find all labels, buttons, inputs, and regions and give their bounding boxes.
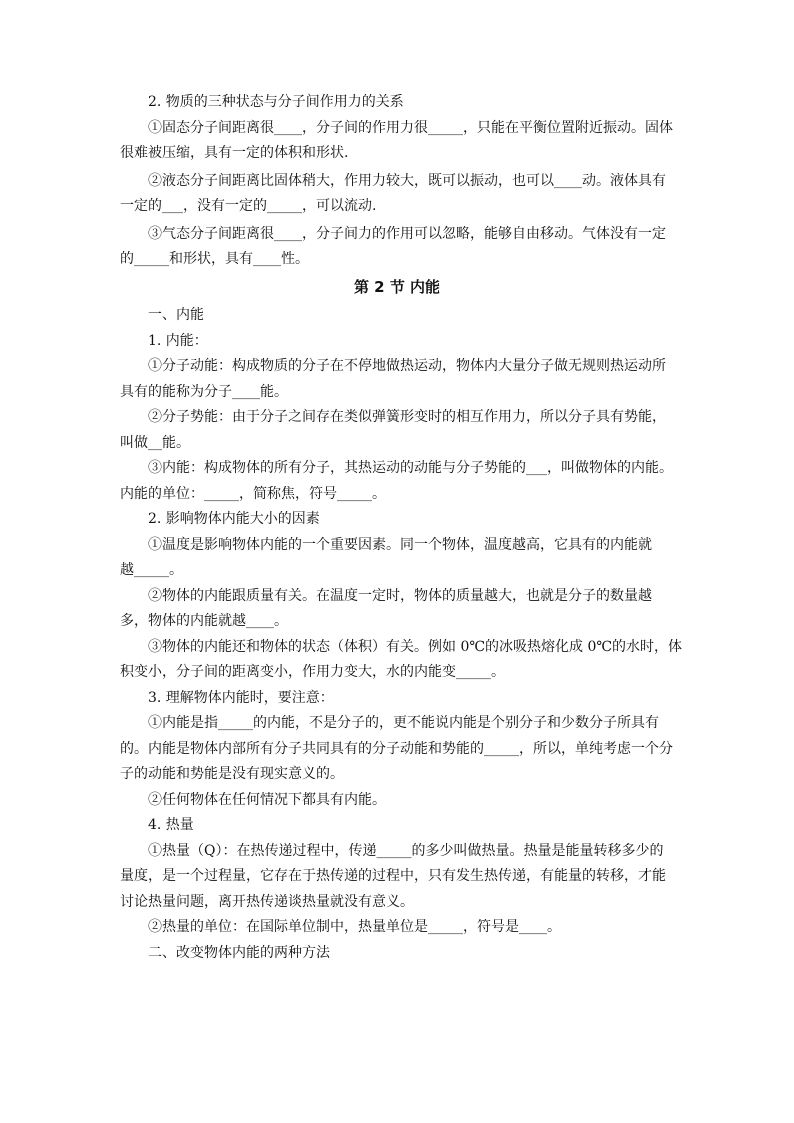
paragraph-solid: ①固态分子间距离很____，分子间的作用力很_____，只能在平衡位置附近振动。固体: [148, 119, 673, 136]
heading-three-states: 2. 物质的三种状态与分子间作用力的关系: [148, 94, 404, 110]
heading-internal-energy: 一、内能: [148, 307, 204, 323]
paragraph-heat-def-cont: 量度，是一个过程量，它存在于热传递的过程中，只有发生热传递，有能量的转移，才能: [120, 868, 666, 884]
heading-definition: 1. 内能：: [148, 332, 208, 349]
paragraph-temperature: ①温度是影响物体内能的一个重要因素。同一个物体，温度越高，它具有的内能就: [148, 536, 652, 553]
paragraph-mass-cont: 多，物体的内能就越____。: [120, 613, 288, 629]
paragraph-internal-energy-def: ③内能：构成物体的所有分子，其热运动的动能与分子势能的___，叫做物体的内能。: [148, 460, 673, 476]
paragraph-liquid: ②液态分子间距离比固体稍大，作用力较大，既可以振动，也可以____动。液体具有: [148, 172, 666, 189]
paragraph-liquid-cont: 一定的___，没有一定的_____，可以流动.: [120, 198, 377, 214]
heading-factors: 2. 影响物体内能大小的因素: [148, 511, 320, 527]
paragraph-molecular-potential: ②分子势能：由于分子之间存在类似弹簧形变时的相互作用力，所以分子具有势能，: [148, 409, 666, 425]
heading-heat: 4. 热量: [148, 817, 194, 833]
paragraph-heat-unit: ②热量的单位：在国际单位制中，热量单位是_____，符号是____。: [148, 919, 561, 935]
paragraph-internal-energy-unit: 内能的单位：_____，简称焦，符号_____。: [120, 485, 386, 502]
paragraph-solid-cont: 很难被压缩，具有一定的体积和形状.: [120, 145, 349, 161]
paragraph-state: ③物体的内能还和物体的状态（体积）有关。例如 0℃的冰吸热熔化成 0℃的水时，体: [148, 638, 683, 655]
paragraph-molecular-potential-cont: 叫做__能。: [120, 434, 190, 451]
paragraph-state-cont: 积变小，分子间的距离变小，作用力变大，水的内能变_____。: [120, 664, 505, 680]
section-title: 第 2 节 内能: [353, 277, 441, 296]
heading-two-methods: 二、改变物体内能的两种方法: [148, 944, 330, 961]
paragraph-temperature-cont: 越_____。: [120, 562, 183, 578]
paragraph-molecular-kinetic: ①分子动能：构成物质的分子在不停地做热运动，物体内大量分子做无规则热运动所: [148, 358, 666, 374]
paragraph-note-1: ①内能是指_____的内能，不是分子的，更不能说内能是个别分子和少数分子所具有: [148, 715, 659, 731]
paragraph-gas: ③气态分子间距离很____，分子间力的作用可以忽略，能够自由移动。气体没有一定: [148, 225, 666, 242]
paragraph-molecular-kinetic-cont: 具有的能称为分子____能。: [120, 383, 288, 400]
heading-notes: 3. 理解物体内能时，要注意：: [148, 689, 334, 706]
paragraph-heat-def: ①热量（Q）：在热传递过程中，传递_____的多少叫做热量。热量是能量转移多少的: [148, 842, 664, 859]
paragraph-note-2: ②任何物体在任何情况下都具有内能。: [148, 791, 386, 808]
paragraph-gas-cont: 的_____和形状，具有____性。: [120, 251, 309, 267]
paragraph-mass: ②物体的内能跟质量有关。在温度一定时，物体的质量越大，也就是分子的数量越: [148, 587, 652, 604]
paragraph-note-1-cont: 的。内能是物体内部所有分子共同具有的分子动能和势能的_____，所以，单纯考虑一个分: [120, 740, 673, 757]
paragraph-note-1-end: 子的动能和势能是没有现实意义的。: [120, 766, 344, 782]
paragraph-heat-def-end: 讨论热量问题，离开热传递谈热量就没有意义。: [120, 893, 414, 910]
